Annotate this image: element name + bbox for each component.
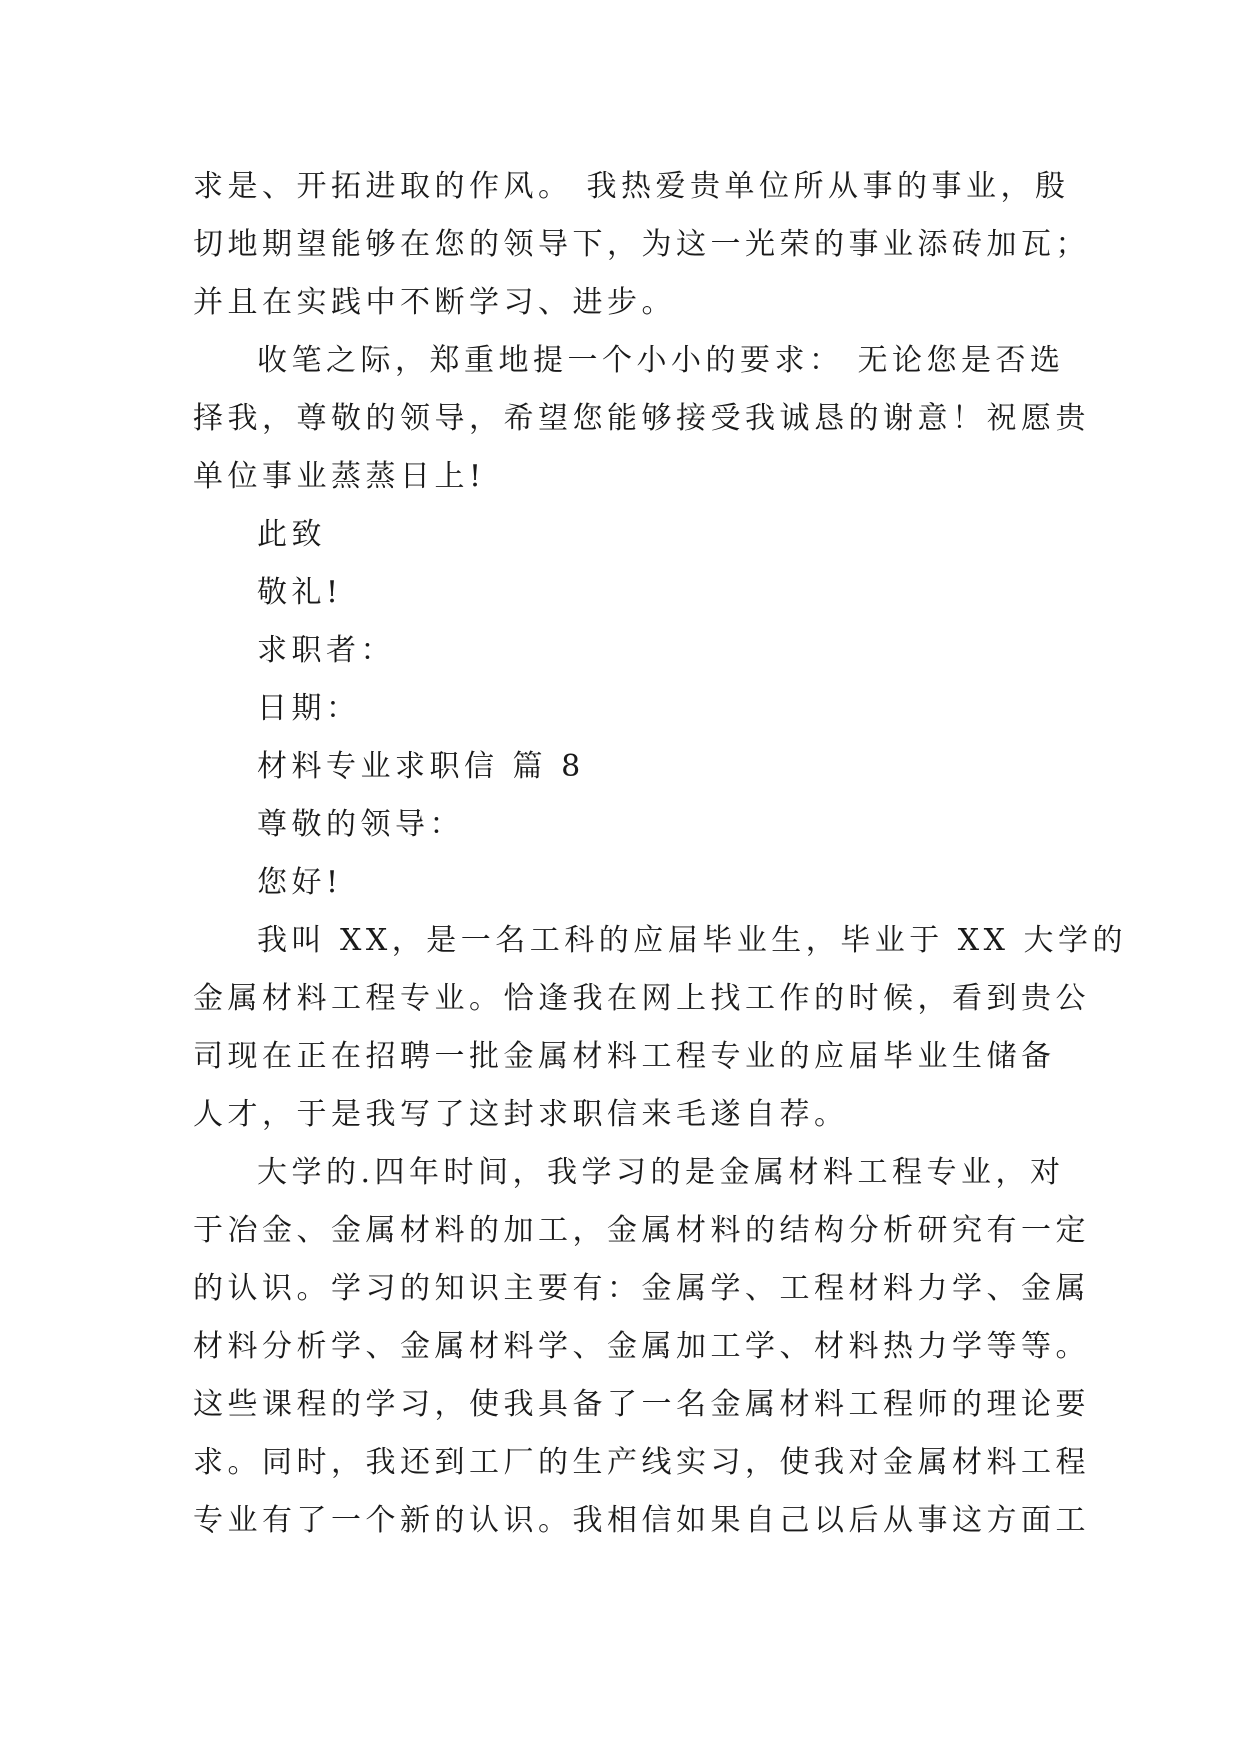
text-line: 求。同时，我还到工厂的生产线实习，使我对金属材料工程	[193, 1445, 1090, 1480]
text-line: 我叫 XX，是一名工科的应届毕业生，毕业于 XX 大学的	[257, 923, 1128, 958]
closing-salutation: 此致	[257, 517, 326, 552]
text-line: 并且在实践中不断学习、进步。	[193, 285, 676, 320]
date-label: 日期：	[257, 691, 361, 726]
text-line: 材料分析学、金属材料学、金属加工学、材料热力学等等。	[193, 1329, 1090, 1364]
text-line: 金属材料工程专业。恰逢我在网上找工作的时候，看到贵公	[193, 981, 1090, 1016]
applicant-label: 求职者：	[257, 633, 395, 668]
section-heading: 材料专业求职信 篇 8	[257, 749, 585, 784]
text-line: 切地期望能够在您的领导下，为这一光荣的事业添砖加瓦；	[193, 227, 1090, 262]
text-line: 的认识。学习的知识主要有：金属学、工程材料力学、金属	[193, 1271, 1090, 1306]
text-line: 专业有了一个新的认识。我相信如果自己以后从事这方面工	[193, 1503, 1090, 1538]
text-line: 这些课程的学习，使我具备了一名金属材料工程师的理论要	[193, 1387, 1090, 1422]
text-line: 择我，尊敬的领导，希望您能够接受我诚恳的谢意！祝愿贵	[193, 401, 1090, 436]
text-line: 大学的.四年时间，我学习的是金属材料工程专业，对	[257, 1155, 1065, 1190]
text-line: 求是、开拓进取的作风。 我热爱贵单位所从事的事业，殷	[193, 169, 1070, 204]
text-line: 于冶金、金属材料的加工，金属材料的结构分析研究有一定	[193, 1213, 1090, 1248]
text-line: 收笔之际，郑重地提一个小小的要求： 无论您是否选	[257, 343, 1065, 378]
closing-regards: 敬礼!	[257, 575, 343, 610]
letter-body	[193, 158, 1128, 1550]
text-line: 司现在正在招聘一批金属材料工程专业的应届毕业生储备	[193, 1039, 1056, 1074]
text-line: 单位事业蒸蒸日上!	[193, 459, 486, 494]
greeting-hello: 您好!	[257, 865, 343, 900]
text-line: 人才，于是我写了这封求职信来毛遂自荐。	[193, 1097, 849, 1132]
greeting-recipient: 尊敬的领导：	[257, 807, 464, 842]
